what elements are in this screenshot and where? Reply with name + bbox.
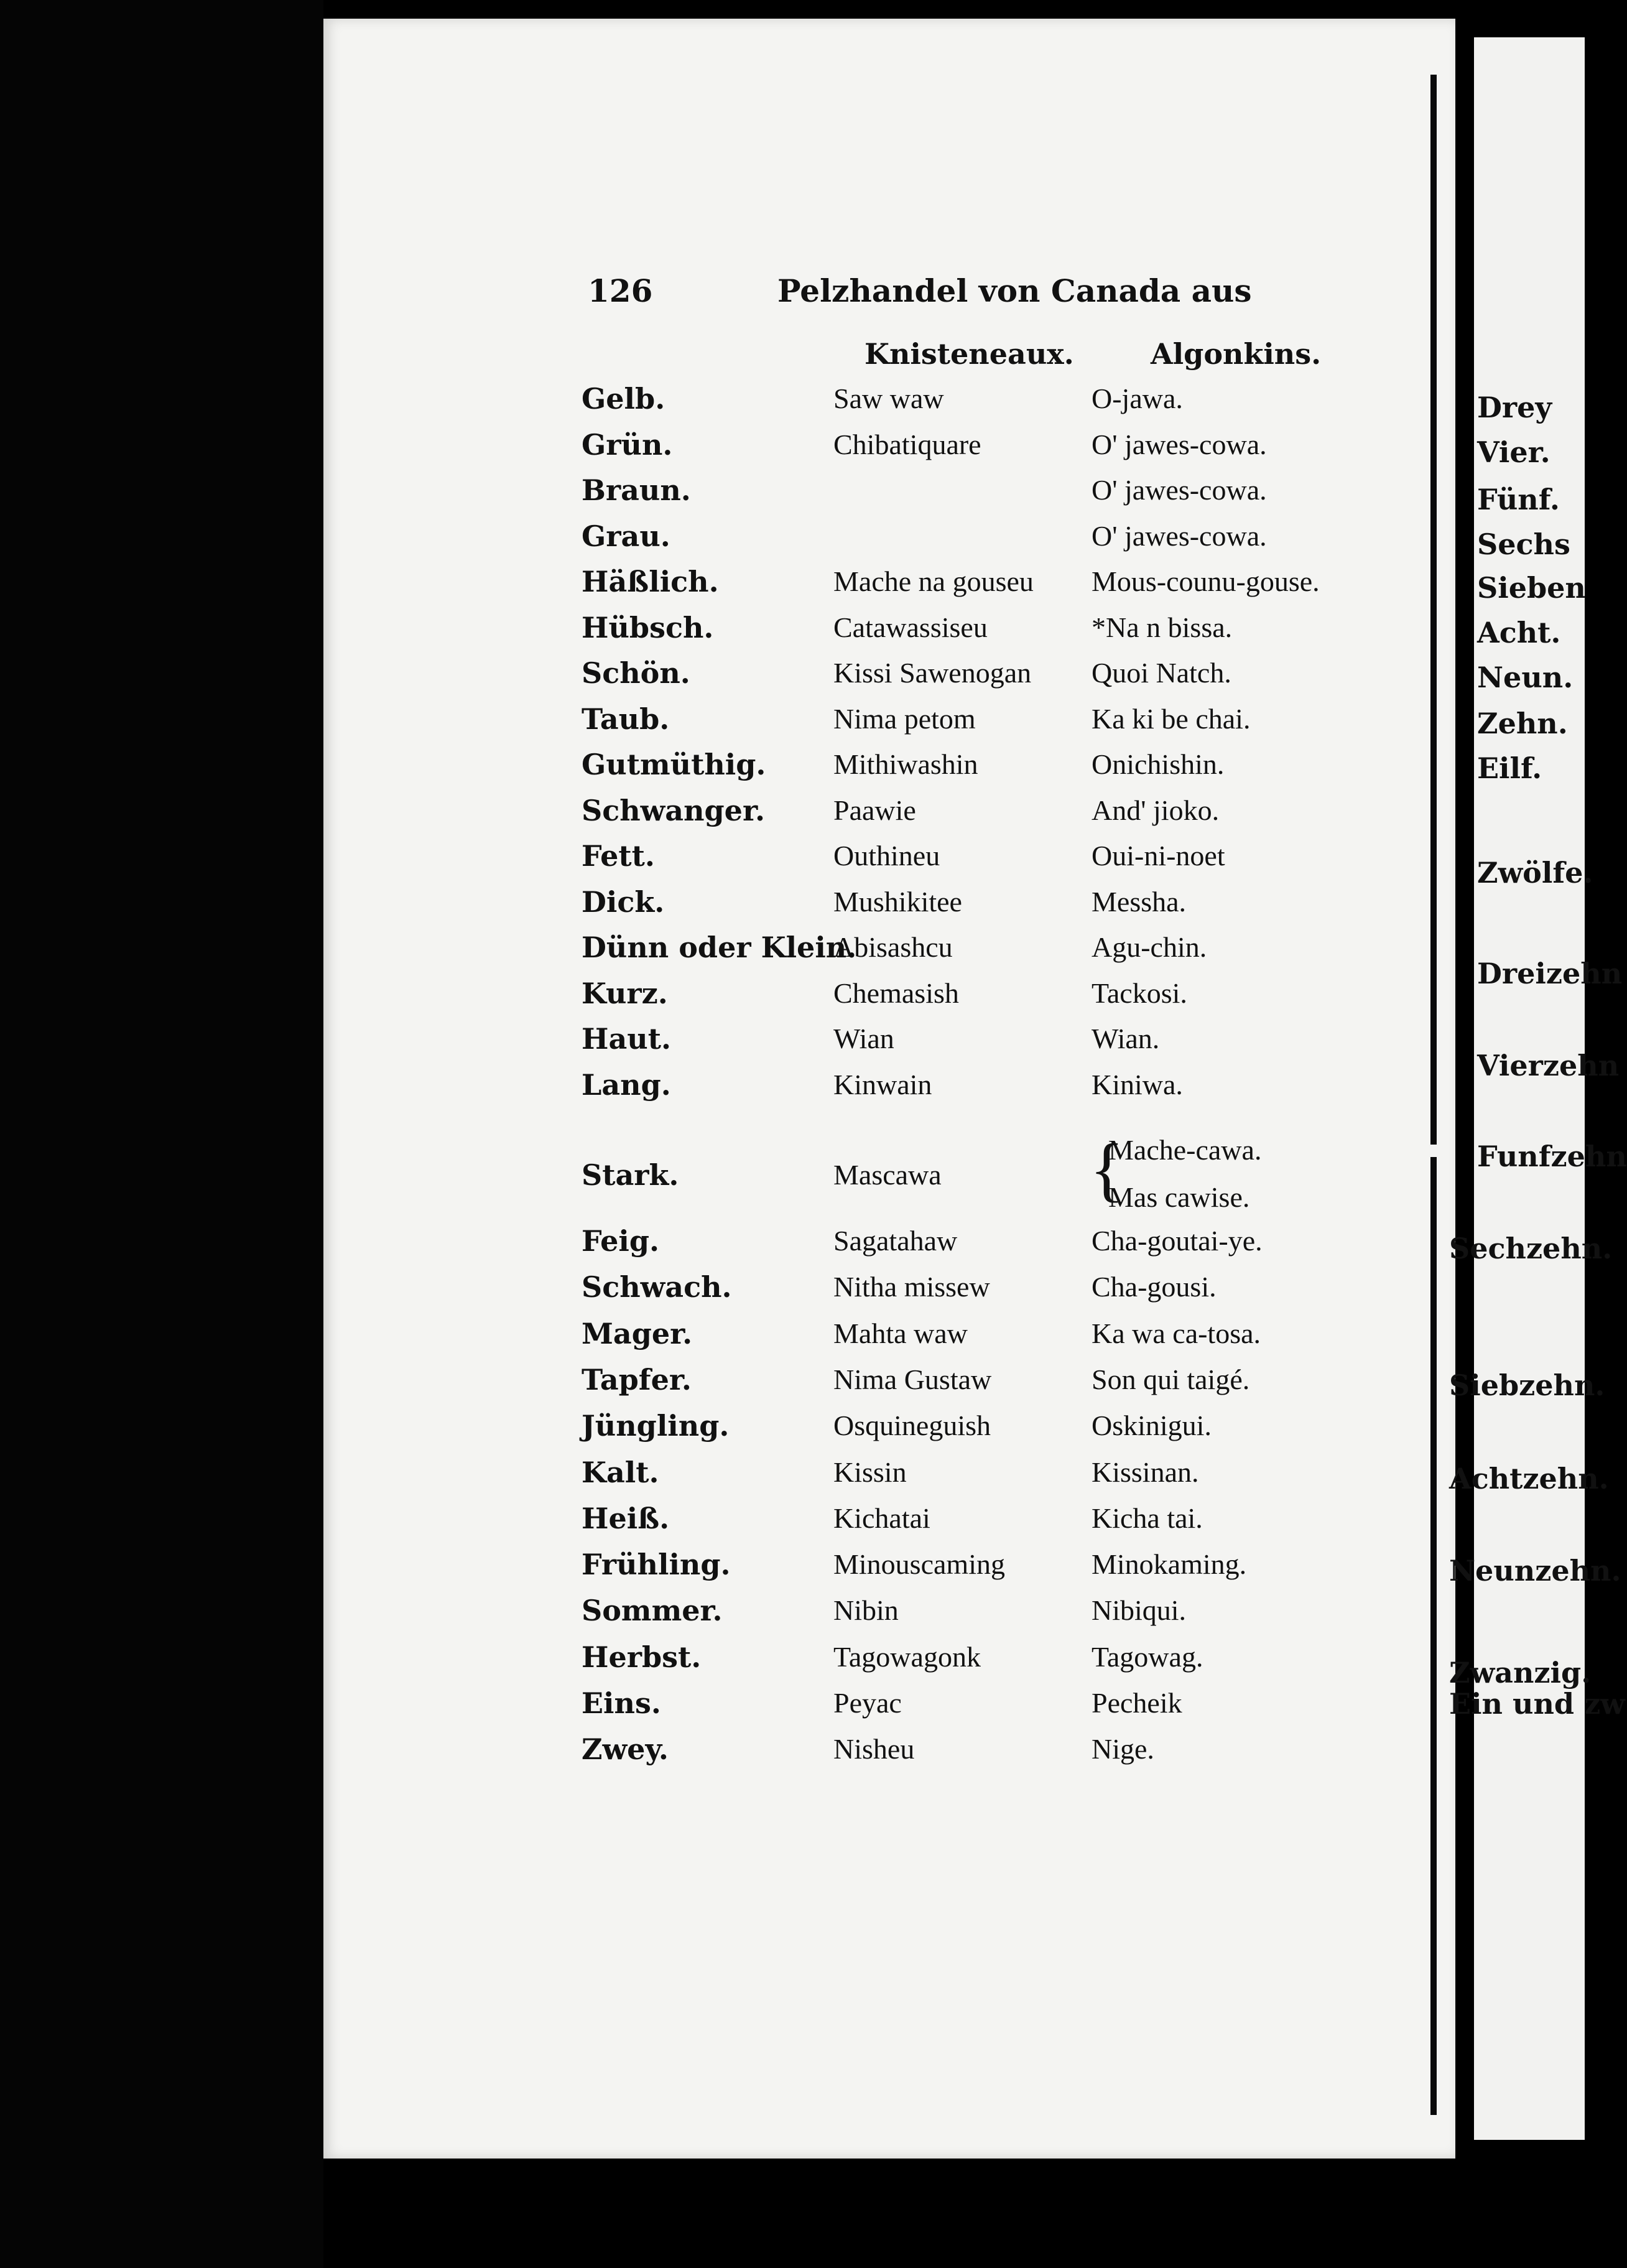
column-header-knisteneaux: Knisteneaux. [864,337,1074,371]
german-word: Hübsch. [582,610,714,644]
vocabulary-row [0,1317,1585,1360]
algonkin-word: Cha-gousi. [1092,1271,1217,1303]
algonkin-word: O' jawes-cowa. [1092,428,1267,460]
facing-page-fragment: Dreizehn [1477,957,1623,990]
knisteneaux-word: Mache na gouseu [833,565,1034,597]
facing-page-fragment: Vier. [1477,435,1551,469]
knisteneaux-word: Osquineguish [833,1410,991,1442]
algonkin-word: And' jioko. [1092,794,1220,826]
facing-page-fragment: Zwölfe. [1477,856,1593,890]
algonkin-word: Kissinan. [1092,1456,1199,1488]
facing-page-fragment: Vierzehn [1477,1049,1620,1082]
running-title: Pelzhandel von Canada aus [777,272,1252,309]
knisteneaux-word: Mahta waw [833,1317,968,1349]
german-word: Häßlich. [582,565,719,598]
knisteneaux-word: Catawassiseu [833,611,988,643]
knisteneaux-word: Nima Gustaw [833,1363,992,1395]
german-word: Herbst. [582,1640,702,1674]
vocabulary-row [0,1409,1585,1452]
algonkin-word: Mas cawise. [1108,1181,1250,1213]
knisteneaux-word: Wian [833,1023,894,1054]
algonkin-word: Nige. [1092,1733,1154,1765]
knisteneaux-word: Tagowagonk [833,1640,981,1673]
vocabulary-row [0,656,1585,700]
german-word: Kurz. [582,976,668,1010]
facing-page-fragment: Funfzehn [1477,1140,1627,1173]
vocabulary-row [0,1548,1585,1591]
vocabulary-row [0,1068,1585,1112]
algonkin-word: O-jawa. [1092,383,1183,414]
algonkin-word: Quoi Natch. [1092,657,1231,689]
knisteneaux-word: Abisashcu [833,931,953,963]
facing-page-fragment: Sieben [1477,571,1586,605]
vocabulary-row [0,1270,1585,1314]
facing-page-fragment: Zehn. [1477,707,1568,740]
facing-page-fragment: Siebzehn. [1449,1369,1605,1402]
vocabulary-row [0,519,1585,563]
facing-page-fragment: Sechzehn. [1449,1232,1613,1265]
knisteneaux-word: Mithiwashin [833,748,978,780]
algonkin-word: Minokaming. [1092,1548,1247,1581]
knisteneaux-word: Kinwain [833,1068,932,1100]
knisteneaux-word: Nibin [833,1594,899,1627]
vocabulary-row [0,702,1585,746]
algonkin-word: Ka ki be chai. [1092,702,1251,735]
knisteneaux-word: Minouscaming [833,1548,1005,1581]
knisteneaux-word: Sagatahaw [833,1225,958,1257]
algonkin-word: O' jawes-cowa. [1092,474,1267,506]
german-word: Taub. [582,702,670,736]
vocabulary-row [0,611,1585,654]
algonkin-word: Kicha tai. [1092,1502,1203,1534]
german-word: Feig. [582,1224,660,1258]
knisteneaux-word: Kissin [833,1456,907,1488]
vocabulary-row [0,885,1585,929]
german-word: Eins. [582,1686,661,1720]
german-word: Zwey. [582,1732,669,1767]
german-word: Schwach. [582,1270,732,1304]
vocabulary-row [0,977,1585,1020]
german-word: Frühling. [582,1548,731,1582]
german-word: Haut. [582,1022,671,1056]
algonkin-word: Kiniwa. [1092,1068,1183,1100]
vocabulary-row [0,839,1585,883]
algonkin-word: *Na n bissa. [1092,611,1233,643]
knisteneaux-word: Paawie [833,794,916,826]
german-word: Grau. [582,519,670,553]
algonkin-word: Tagowag. [1092,1640,1203,1673]
knisteneaux-word: Chemasish [833,977,959,1009]
algonkin-word: Cha-goutai-ye. [1092,1225,1263,1257]
algonkin-word: Ka wa ca-tosa. [1092,1317,1261,1349]
german-word: Mager. [582,1316,693,1350]
algonkin-word: Wian. [1092,1023,1160,1054]
facing-page-fragment: Ein und zw [1449,1687,1625,1721]
knisteneaux-word: Mushikitee [833,885,962,918]
vocabulary-row-stark [0,1158,1585,1202]
algonkin-word: Nibiqui. [1092,1594,1187,1627]
facing-page-fragment: Neunzehn. [1449,1554,1621,1587]
vocabulary-row [0,1640,1585,1684]
german-word: Stark. [582,1158,679,1192]
german-word: Tapfer. [582,1362,692,1397]
algonkin-word: Agu-chin. [1092,931,1207,963]
facing-page-fragment: Drey [1477,391,1552,424]
vocabulary-row [0,1224,1585,1268]
column-header-algonkins: Algonkins. [1151,337,1322,371]
knisteneaux-word: Saw waw [833,383,944,414]
vocabulary-row [0,794,1585,837]
vocabulary-row [0,1686,1585,1730]
german-word: Kalt. [582,1455,659,1489]
vocabulary-row [0,931,1585,974]
german-word: Fett. [582,839,655,873]
vocabulary-row [0,1456,1585,1499]
algonkin-word: Tackosi. [1092,977,1187,1009]
german-word: Schwanger. [582,793,765,827]
facing-page-fragment: Neun. [1477,661,1574,694]
knisteneaux-word: Nisheu [833,1733,915,1765]
german-word: Heiß. [582,1501,670,1535]
vocabulary-row [0,1022,1585,1066]
german-word: Jüngling. [582,1409,730,1443]
facing-page-fragment: Eilf. [1477,751,1542,785]
page-number: 126 [588,272,653,309]
vocabulary-row [0,1594,1585,1637]
german-word: Gutmüthig. [582,748,766,781]
facing-page-fragment: Zwanzig. [1449,1656,1592,1689]
german-word: Schön. [582,656,690,690]
algonkin-word: Pecheik [1092,1687,1182,1719]
algonkin-word: O' jawes-cowa. [1092,519,1267,552]
algonkin-word: Mous-counu-gouse. [1092,565,1320,597]
knisteneaux-word: Kissi Sawenogan [833,657,1032,689]
vocabulary-row [0,1363,1585,1406]
algonkin-word: Onichishin. [1092,748,1225,780]
knisteneaux-word: Nima petom [833,702,976,735]
algonkin-word: Oskinigui. [1092,1410,1212,1442]
facing-page-fragment: Acht. [1477,616,1561,649]
algonkin-word: Mache-cawa. [1108,1134,1262,1166]
brace-icon: { [1090,1130,1124,1209]
vocabulary-row [0,748,1585,791]
german-word: Dünn oder Klein. [582,931,857,964]
facing-page-fragment: Achtzehn. [1449,1462,1609,1495]
german-word: Gelb. [582,382,665,416]
vocabulary-row [0,565,1585,608]
german-word: Grün. [582,427,673,462]
algonkin-word: Oui-ni-noet [1092,840,1225,871]
german-word: Dick. [582,885,665,919]
knisteneaux-word: Outhineu [833,840,940,871]
vocabulary-row [0,473,1585,517]
vocabulary-row [0,1502,1585,1545]
knisteneaux-word: Nitha missew [833,1271,990,1303]
vocabulary-row [0,382,1585,425]
german-word: Lang. [582,1067,671,1102]
algonkin-word: Son qui taigé. [1092,1363,1250,1395]
knisteneaux-word: Mascawa [833,1159,942,1191]
german-word: Sommer. [582,1594,723,1628]
algonkin-word: Messha. [1092,885,1187,918]
book-spine [0,0,323,2268]
knisteneaux-word: Kichatai [833,1502,930,1534]
knisteneaux-word: Chibatiquare [833,428,981,460]
vocabulary-row [0,1732,1585,1776]
german-word: Braun. [582,473,691,507]
facing-page-fragment: Sechs [1477,527,1570,561]
facing-page-fragment: Fünf. [1477,483,1560,516]
knisteneaux-word: Peyac [833,1687,902,1719]
vocabulary-row [0,428,1585,472]
